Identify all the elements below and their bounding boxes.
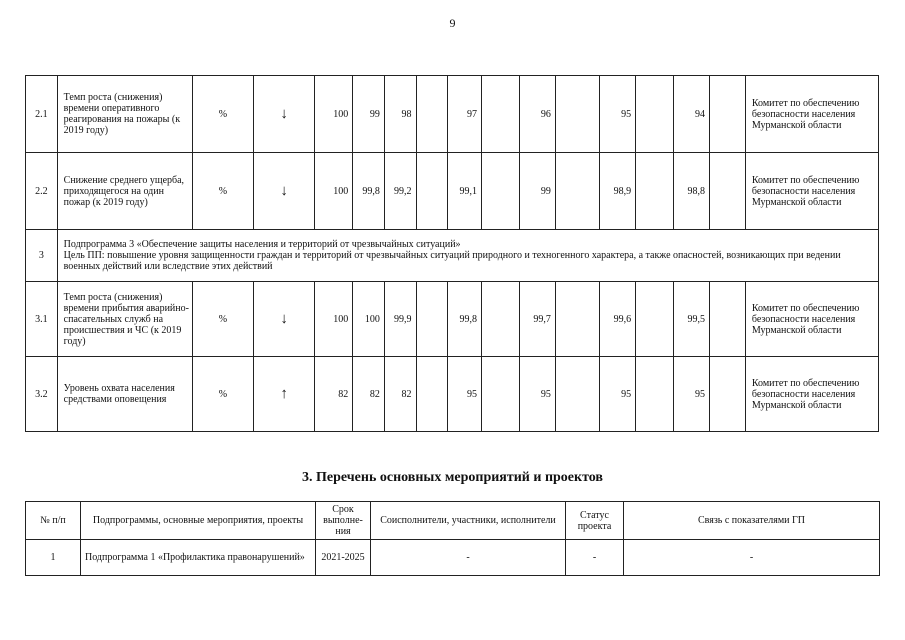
unit: % bbox=[192, 76, 253, 153]
value-cell bbox=[481, 76, 519, 153]
table-row bbox=[26, 76, 879, 153]
value-cell: 96 bbox=[519, 76, 555, 153]
value-cell bbox=[555, 357, 599, 432]
table-row bbox=[26, 357, 879, 432]
value-cell bbox=[416, 282, 448, 357]
value-cell bbox=[555, 153, 599, 230]
measure-link: - bbox=[624, 540, 880, 576]
unit: % bbox=[192, 357, 253, 432]
measure-num: 1 bbox=[26, 540, 81, 576]
value-cell: 99 bbox=[519, 153, 555, 230]
row-id: 2.2 bbox=[26, 153, 58, 230]
value-cell: 100 bbox=[315, 76, 353, 153]
value-cell: 99 bbox=[353, 76, 385, 153]
header-status: Статус проекта bbox=[566, 502, 624, 540]
subprogram-row bbox=[26, 230, 879, 282]
indicators-table bbox=[25, 75, 879, 432]
responsible: Комитет по обеспечению безопасности населения Мурманской области bbox=[745, 357, 878, 432]
indicator-name: Уровень охвата населения средствами оповещения bbox=[57, 357, 192, 432]
indicator-name: Темп роста (снижения) времени оперативного реагирования на пожары (к 2019 году) bbox=[57, 76, 192, 153]
table-row bbox=[26, 540, 880, 576]
unit: % bbox=[192, 153, 253, 230]
subprogram-title: Подпрограмма 3 «Обеспечение защиты населения и территорий от чрезвычайных ситуаций» bbox=[63, 239, 461, 250]
section-title: 3. Перечень основных мероприятий и проектов bbox=[302, 470, 603, 485]
table-row bbox=[26, 153, 879, 230]
value-cell: 94 bbox=[674, 76, 710, 153]
arrow-down-icon: ↓ bbox=[254, 76, 315, 153]
value-cell bbox=[636, 153, 674, 230]
arrow-down-icon: ↓ bbox=[254, 153, 315, 230]
value-cell bbox=[555, 282, 599, 357]
row-id: 3 bbox=[26, 230, 58, 282]
value-cell: 82 bbox=[353, 357, 385, 432]
value-cell: 99,6 bbox=[600, 282, 636, 357]
value-cell bbox=[636, 282, 674, 357]
value-cell: 99,7 bbox=[519, 282, 555, 357]
header-name: Подпрограммы, основные мероприятия, проекты bbox=[81, 502, 316, 540]
value-cell bbox=[636, 357, 674, 432]
table-row bbox=[26, 282, 879, 357]
header-row bbox=[26, 502, 880, 540]
header-executors: Соисполнители, участники, исполнители bbox=[371, 502, 566, 540]
subprogram-text bbox=[57, 230, 878, 282]
unit: % bbox=[192, 282, 253, 357]
header-term: Срок выполне-ния bbox=[316, 502, 371, 540]
value-cell: 95 bbox=[674, 357, 710, 432]
value-cell bbox=[709, 153, 745, 230]
value-cell bbox=[555, 76, 599, 153]
value-cell bbox=[709, 282, 745, 357]
value-cell: 99,1 bbox=[448, 153, 482, 230]
value-cell: 99,8 bbox=[353, 153, 385, 230]
value-cell bbox=[481, 153, 519, 230]
header-num: № п/п bbox=[26, 502, 81, 540]
measures-table bbox=[25, 501, 880, 576]
value-cell bbox=[709, 357, 745, 432]
value-cell: 100 bbox=[353, 282, 385, 357]
responsible: Комитет по обеспечению безопасности населения Мурманской области bbox=[745, 76, 878, 153]
value-cell bbox=[709, 76, 745, 153]
responsible: Комитет по обеспечению безопасности населения Мурманской области bbox=[745, 282, 878, 357]
arrow-up-icon: ↑ bbox=[254, 357, 315, 432]
indicator-name: Снижение среднего ущерба, приходящегося на один пожар (к 2019 году) bbox=[57, 153, 192, 230]
subprogram-goal: Цель ПП: повышение уровня защищенности граждан и территорий от чрезвычайных ситуаций природного и техногенного характера, а также опасностей, возникающих при ведении военных действий или вследствие этих действий bbox=[63, 250, 841, 272]
measure-status: - bbox=[566, 540, 624, 576]
value-cell bbox=[481, 282, 519, 357]
value-cell bbox=[636, 76, 674, 153]
value-cell: 95 bbox=[600, 357, 636, 432]
value-cell: 95 bbox=[600, 76, 636, 153]
value-cell: 99,2 bbox=[384, 153, 416, 230]
value-cell: 82 bbox=[384, 357, 416, 432]
measure-name: Подпрограмма 1 «Профилактика правонарушений» bbox=[81, 540, 316, 576]
value-cell: 99,8 bbox=[448, 282, 482, 357]
value-cell bbox=[481, 357, 519, 432]
indicator-name: Темп роста (снижения) времени прибытия аварийно-спасательных служб на происшествия и ЧС (к 2019 году) bbox=[57, 282, 192, 357]
value-cell: 100 bbox=[315, 153, 353, 230]
measure-executors: - bbox=[371, 540, 566, 576]
value-cell: 100 bbox=[315, 282, 353, 357]
value-cell: 98 bbox=[384, 76, 416, 153]
arrow-down-icon: ↓ bbox=[254, 282, 315, 357]
row-id: 2.1 bbox=[26, 76, 58, 153]
value-cell bbox=[416, 76, 448, 153]
row-id: 3.2 bbox=[26, 357, 58, 432]
value-cell: 98,8 bbox=[674, 153, 710, 230]
value-cell: 98,9 bbox=[600, 153, 636, 230]
value-cell: 97 bbox=[448, 76, 482, 153]
value-cell: 95 bbox=[448, 357, 482, 432]
value-cell: 99,9 bbox=[384, 282, 416, 357]
row-id: 3.1 bbox=[26, 282, 58, 357]
page-number: 9 bbox=[449, 16, 456, 30]
value-cell bbox=[416, 153, 448, 230]
value-cell: 82 bbox=[315, 357, 353, 432]
header-link: Связь с показателями ГП bbox=[624, 502, 880, 540]
value-cell: 95 bbox=[519, 357, 555, 432]
value-cell: 99,5 bbox=[674, 282, 710, 357]
responsible: Комитет по обеспечению безопасности населения Мурманской области bbox=[745, 153, 878, 230]
value-cell bbox=[416, 357, 448, 432]
measure-term: 2021-2025 bbox=[316, 540, 371, 576]
